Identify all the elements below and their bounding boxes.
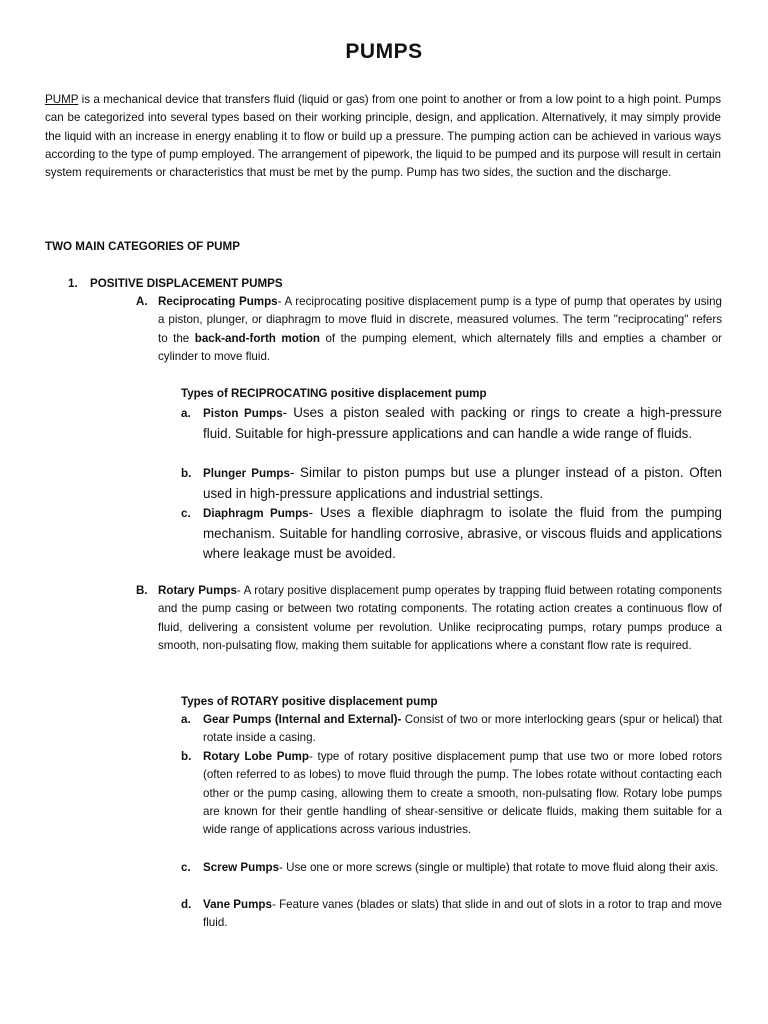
diaphragm-text: Uses a flexible diaphragm to isolate the fluid from the pumping mechanism. Suitable for handling corrosive, abrasive, or viscous fluids and applications where leakage must be avoided. xyxy=(203,505,722,561)
lobe-text: type of rotary positive displacement pump that use two or more lobed rotors (often referred to as lobes) to move fluid through the pump. The lobes rotate without contacting each other or the pump casing, allowing them to create a smooth, non-pulsating flow. Rotary lobe pumps are known for their gentle handling of shear-sensitive or delicate fluids, making them suitable for a wide range of applications across various industries. xyxy=(203,750,722,837)
section-number: 1. xyxy=(68,277,78,290)
diaphragm-name: Diaphragm Pumps xyxy=(203,507,309,520)
intro-text: is a mechanical device that transfers fluid (liquid or gas) from one point to another or from a low point to a high point. Pumps can be categorized into several types based on their working principle, design, and application. Alternatively, it may simply provide the liquid with an increase in energy enabling it to flow or build up a pressure. The pumping action can be achieved in various ways according to the type of pump employed. The arrangement of pipework, the liquid to be pumped and its purpose will result in certain system requirements or characteristics that must be met by the pump. Pump has two sides, the suction and the discharge. xyxy=(45,93,721,180)
reciprocating-types-heading: Types of RECIPROCATING positive displacement pump xyxy=(181,387,487,400)
lobe-letter: b. xyxy=(181,750,192,763)
rotary-text: A rotary positive displacement pump operates by trapping fluid between rotating components and the pump casing or between two rotating components. The rotating action creates a continuous flow of fluid, delivering a consistent volume per revolution. Unlike reciprocating pumps, rotary pumps produce a smooth, non-pulsating flow, making them suitable for applications where a constant flow rate is required. xyxy=(158,584,722,652)
diaphragm-pumps-item xyxy=(203,503,722,564)
reciprocating-text-pre: A reciprocating positive displacement pump is a type of pump that operates by using a piston, plunger, or diaphragm to move fluid in discrete, measured volumes. The term "reciprocating" refers to the xyxy=(158,295,722,345)
gear-dash: (Internal and External)- xyxy=(271,713,405,726)
gear-name: Gear Pumps xyxy=(203,713,272,726)
vane-letter: d. xyxy=(181,898,192,911)
section-title: POSITIVE DISPLACEMENT PUMPS xyxy=(90,277,283,290)
piston-name: Piston Pumps xyxy=(203,407,283,420)
vane-name: Vane Pumps xyxy=(203,898,272,911)
screw-letter: c. xyxy=(181,861,191,874)
lobe-name: Rotary Lobe Pump xyxy=(203,750,309,763)
diaphragm-letter: c. xyxy=(181,507,191,520)
screw-name: Screw Pumps xyxy=(203,861,280,874)
item-a-letter: A. xyxy=(136,295,148,308)
screw-pumps-item xyxy=(203,859,722,877)
gear-pumps-item xyxy=(203,711,722,748)
vane-dash: - xyxy=(271,898,280,911)
vane-pumps-item xyxy=(203,896,722,933)
screw-dash: - xyxy=(279,861,287,874)
screw-text: Use one or more screws (single or multiple) that rotate to move fluid along their axis. xyxy=(286,861,719,874)
page-title: PUMPS xyxy=(345,40,423,63)
vane-text: Feature vanes (blades or slats) that slide in and out of slots in a rotor to trap and move fluid. xyxy=(203,898,722,930)
intro-paragraph xyxy=(45,91,721,182)
rotary-dash: - xyxy=(236,584,244,597)
plunger-letter: b. xyxy=(181,467,192,480)
rotary-lobe-item xyxy=(203,748,722,839)
piston-letter: a. xyxy=(181,407,191,420)
plunger-pumps-item xyxy=(203,463,722,504)
reciprocating-dash: - xyxy=(277,295,285,308)
lobe-dash: - xyxy=(308,750,318,763)
plunger-dash: - xyxy=(289,465,301,480)
categories-heading: TWO MAIN CATEGORIES OF PUMP xyxy=(45,240,240,253)
gear-text: Consist of two or more interlocking gears (spur or helical) that rotate inside a casing. xyxy=(203,713,722,745)
piston-pumps-item xyxy=(203,403,722,444)
diaphragm-dash: - xyxy=(308,505,321,520)
reciprocating-bold-phrase: back-and-forth motion xyxy=(194,331,320,345)
reciprocating-name: Reciprocating Pumps xyxy=(158,295,278,308)
item-b-letter: B. xyxy=(136,584,148,597)
plunger-name: Plunger Pumps xyxy=(203,467,290,480)
rotary-name: Rotary Pumps xyxy=(158,584,237,597)
plunger-text: Similar to piston pumps but use a plunger instead of a piston. Often used in high-pressure applications and industrial settings. xyxy=(203,465,722,501)
piston-text: Uses a piston sealed with packing or rings to create a high-pressure fluid. Suitable for high-pressure applications and can handle a wide range of fluids. xyxy=(203,405,722,441)
reciprocating-paragraph xyxy=(158,293,722,366)
piston-dash: - xyxy=(282,405,294,420)
rotary-paragraph xyxy=(158,582,722,655)
rotary-types-heading: Types of ROTARY positive displacement pump xyxy=(181,695,438,708)
reciprocating-text-post: of the pumping element, which alternately fills and empties a chamber or cylinder to move fluid. xyxy=(158,331,723,363)
pump-term: PUMP xyxy=(45,93,79,106)
gear-letter: a. xyxy=(181,713,191,726)
